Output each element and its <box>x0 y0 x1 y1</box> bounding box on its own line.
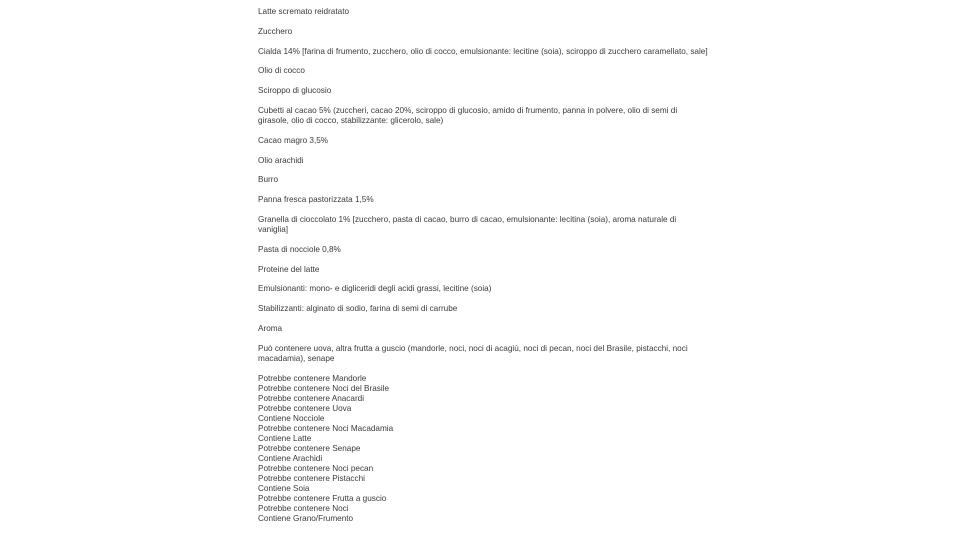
allergen-item: Potrebbe contenere Frutta a guscio <box>258 493 387 503</box>
ingredient-item: Zucchero <box>258 26 293 36</box>
ingredient-item: Cialda 14% [farina di frumento, zucchero, olio di cocco, emulsionante: lecitine (soia), sciroppo di zucchero caramellato, sale] <box>258 46 708 56</box>
allergen-item: Potrebbe contenere Pistacchi <box>258 473 365 483</box>
ingredient-item: Sciroppo di glucosio <box>258 86 332 96</box>
ingredient-item: Latte scremato reidratato <box>258 7 350 16</box>
ingredients-panel <box>258 7 708 524</box>
allergen-item: Potrebbe contenere Noci pecan <box>258 463 374 473</box>
allergen-item: Contiene Soia <box>258 483 310 493</box>
allergen-item: Contiene Arachidi <box>258 453 323 463</box>
allergen-item: Contiene Latte <box>258 433 312 443</box>
allergen-item: Potrebbe contenere Noci Macadamia <box>258 423 394 433</box>
allergen-item: Potrebbe contenere Uova <box>258 403 352 413</box>
ingredient-item: Cubetti al cacao 5% (zuccheri, cacao 20%, sciroppo di glucosio, amido di frumento, panna in polvere, olio di semi di girasole, olio di cocco, stabilizzante: glicerolo, sale) <box>258 105 678 125</box>
allergen-item: Potrebbe contenere Anacardi <box>258 393 365 403</box>
ingredient-item: Burro <box>258 175 279 185</box>
allergen-item: Potrebbe contenere Noci <box>258 503 349 513</box>
allergen-item: Potrebbe contenere Noci del Brasile <box>258 383 390 393</box>
ingredient-list <box>258 7 708 364</box>
ingredient-item: Stabilizzanti: alginato di sodio, farina di semi di carrube <box>258 304 458 314</box>
allergen-item: Potrebbe contenere Senape <box>258 443 361 453</box>
ingredient-item: Granella di cioccolato 1% [zucchero, pasta di cacao, burro di cacao, emulsionante: lecitina (soia), aroma naturale di vaniglia] <box>258 214 677 234</box>
ingredient-item: Olio di cocco <box>258 66 305 76</box>
ingredient-item: Proteine del latte <box>258 264 320 274</box>
allergen-item: Potrebbe contenere Mandorle <box>258 373 367 383</box>
allergen-list <box>258 374 708 524</box>
ingredient-item: Aroma <box>258 323 283 333</box>
ingredient-item: Cacao magro 3,5% <box>258 135 329 145</box>
allergen-item: Contiene Nocciole <box>258 413 325 423</box>
ingredient-item: Panna fresca pastorizzata 1,5% <box>258 195 374 205</box>
ingredient-item: Olio arachidi <box>258 155 304 165</box>
allergen-item: Contiene Grano/Frumento <box>258 513 354 523</box>
ingredient-item: Può contenere uova, altra frutta a guscio (mandorle, noci, noci di acagiù, noci di pecan, noci del Brasile, pistacchi, noci macadamia), senape <box>258 343 688 363</box>
ingredient-item: Pasta di nocciole 0,8% <box>258 244 341 254</box>
ingredient-item: Emulsionanti: mono- e digliceridi degli acidi grassi, lecitine (soia) <box>258 284 492 294</box>
